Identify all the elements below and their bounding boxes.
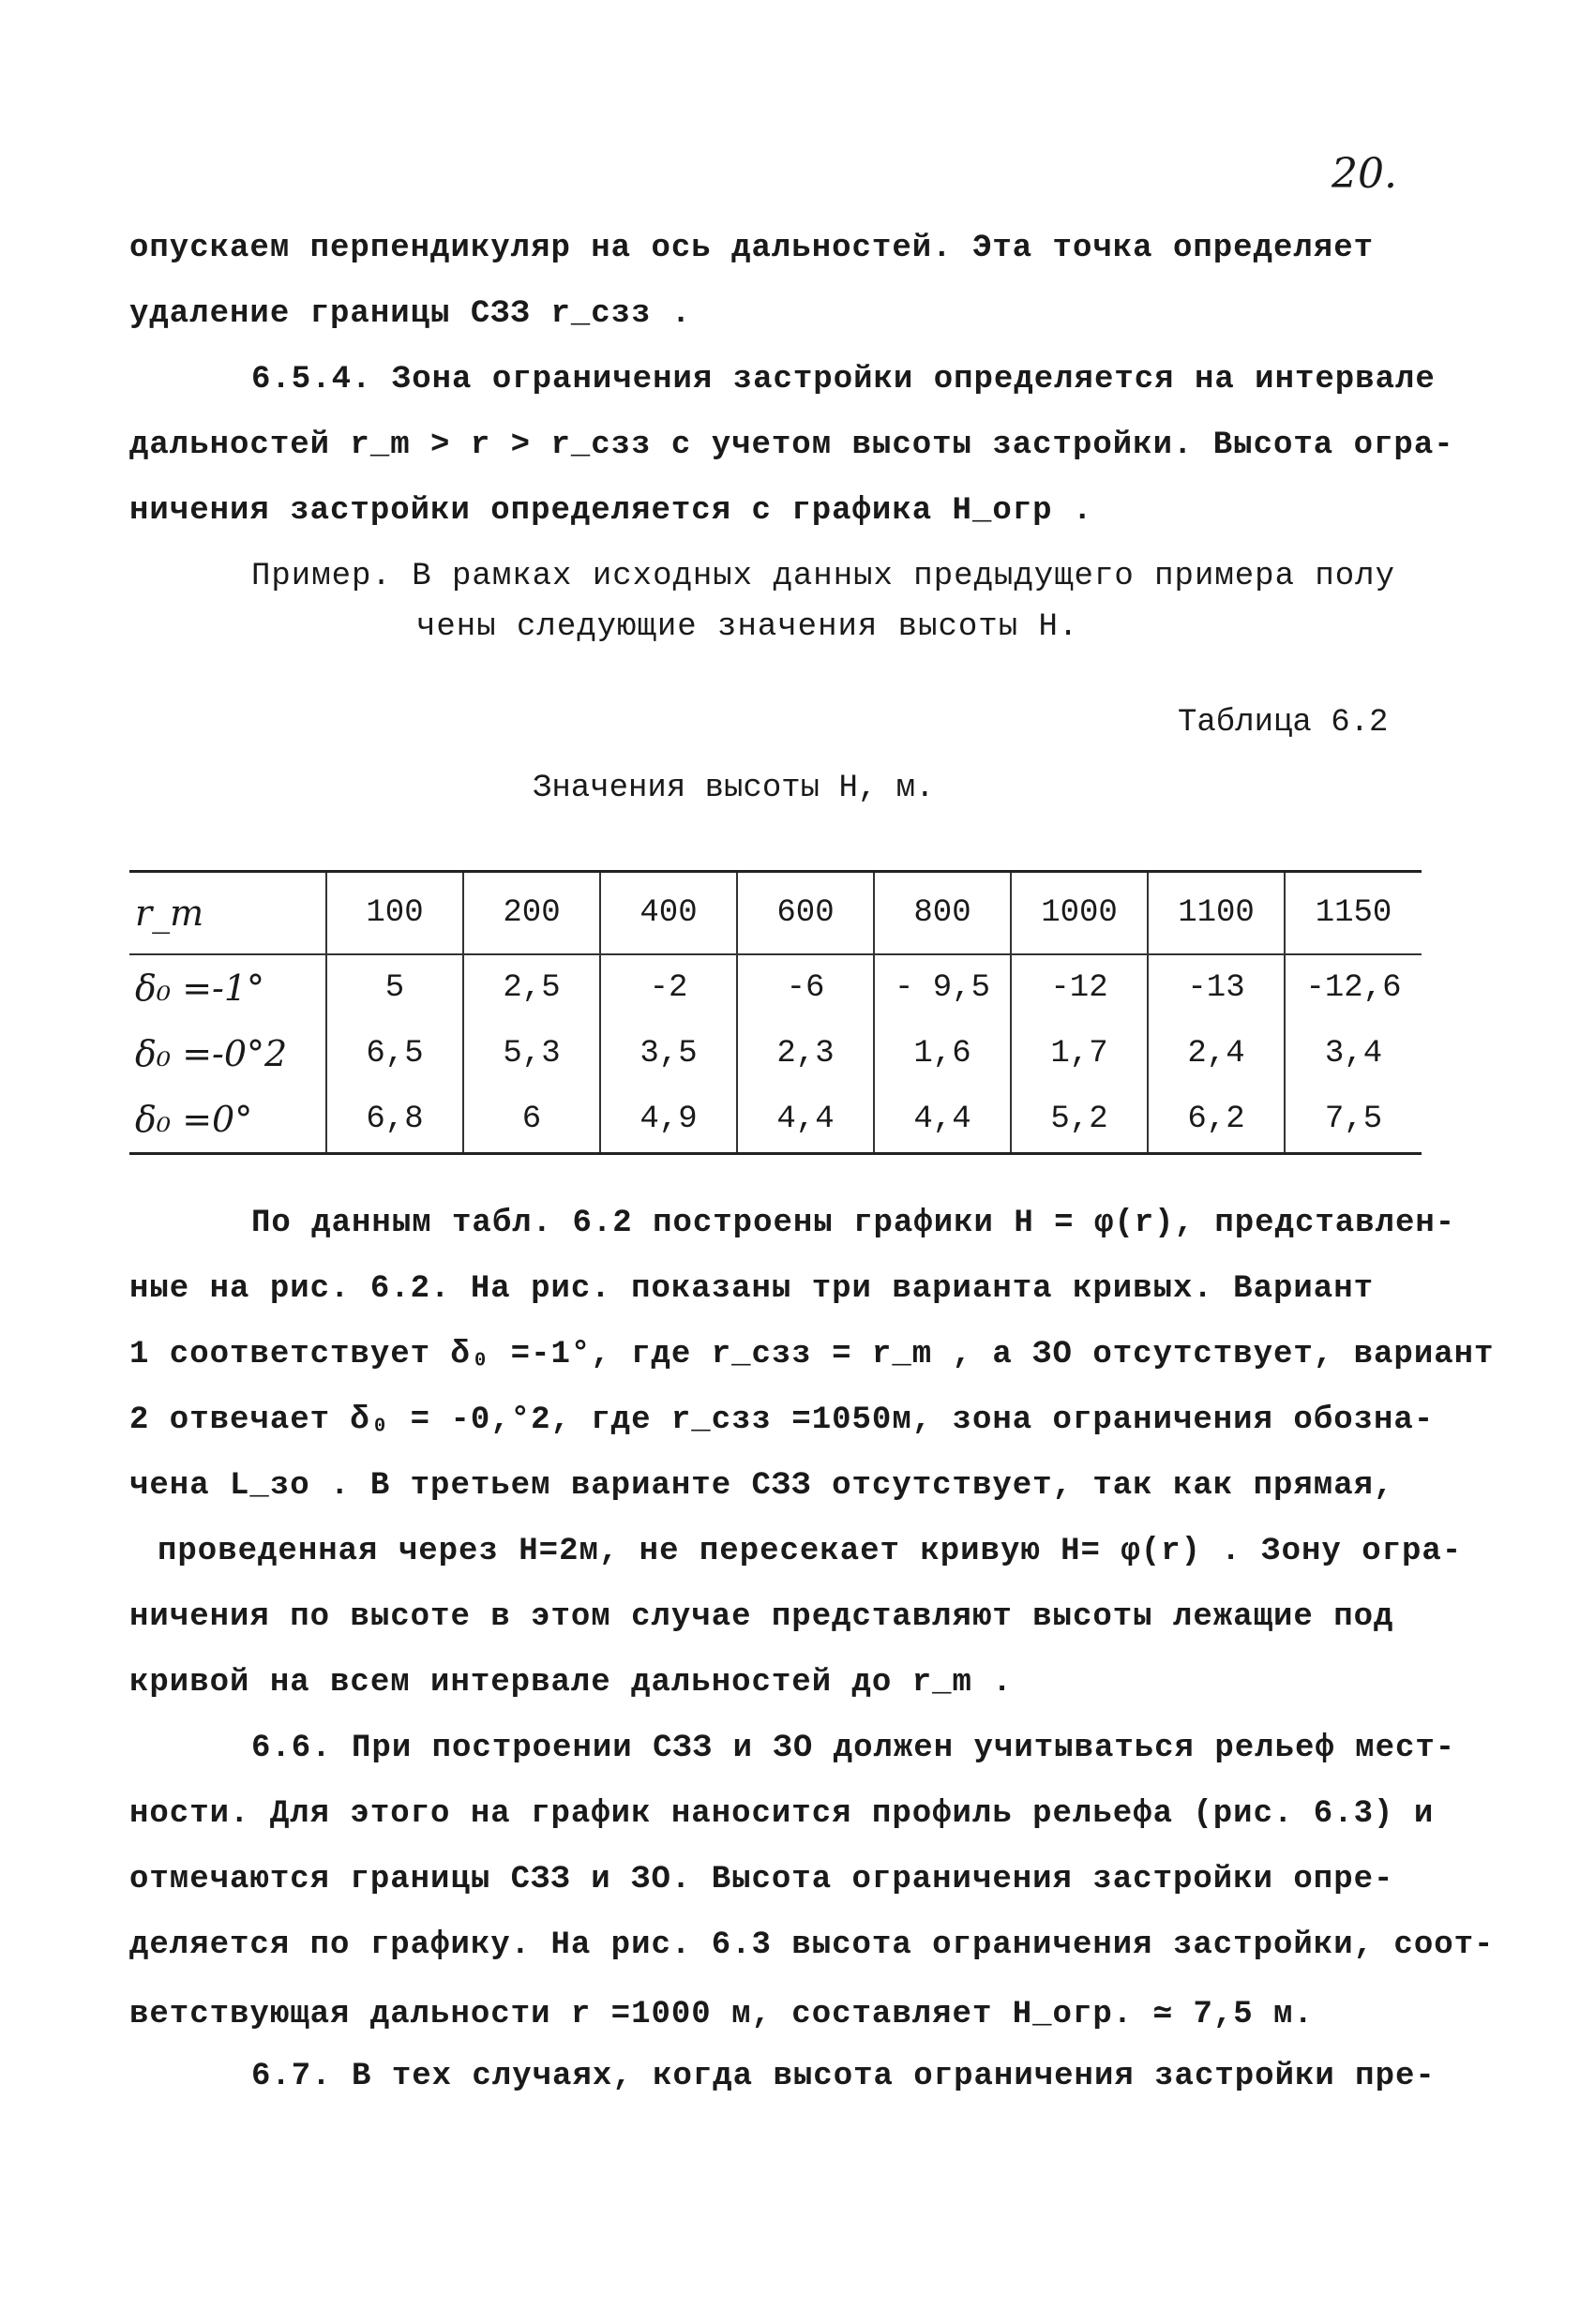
text-line: кривой на всем интервале дальностей до r_m . (129, 1665, 1013, 1701)
header-param: r_m (129, 872, 326, 955)
table-cell: 2,3 (737, 1021, 874, 1087)
text-line: По данным табл. 6.2 построены графики H = φ(r), представлен- (251, 1206, 1456, 1241)
table-cell: 5 (326, 954, 463, 1021)
column-header: 1100 (1148, 872, 1285, 955)
text-line: проведенная через Н=2м, не пересекает кривую Н= φ(r) . Зону огра- (158, 1534, 1463, 1569)
table-cell: 1,6 (874, 1021, 1011, 1087)
text-line: ничения застройки определяется с графика H_огр . (129, 493, 1093, 529)
text-line: деляется по графику. На рис. 6.3 высота ограничения застройки, соот- (129, 1927, 1495, 1963)
table-header-row (129, 872, 1422, 955)
table-cell: 2,4 (1148, 1021, 1285, 1087)
text-line: чена L_зо . В третьем варианте СЗЗ отсутствует, так как прямая, (129, 1468, 1394, 1504)
table-cell: 3,4 (1285, 1021, 1422, 1087)
row-param: δ₀ =0° (135, 1099, 253, 1140)
table-label: Таблица 6.2 (1178, 705, 1389, 741)
table-row (129, 1087, 1422, 1154)
table-cell: 2,5 (463, 954, 600, 1021)
page-number: 20. (1332, 150, 1397, 198)
column-header: 400 (600, 872, 737, 955)
text-line: 6.7. В тех случаях, когда высота ограничения застройки пре- (251, 2059, 1436, 2094)
text-line: 6.5.4. Зона ограничения застройки определяется на интервале (251, 362, 1436, 397)
text-line: ности. Для этого на график наносится профиль рельефа (рис. 6.3) и (129, 1796, 1435, 1832)
text-line: удаление границы СЗЗ r_сзз . (129, 296, 692, 332)
table-cell: 7,5 (1285, 1087, 1422, 1154)
text-line: ветствующая дальности r =1000 м, составляет H_огр. ≃ 7,5 м. (129, 1997, 1314, 2032)
table-cell: -12 (1011, 954, 1148, 1021)
table-cell: -13 (1148, 954, 1285, 1021)
column-header: 100 (326, 872, 463, 955)
row-param: δ₀ =-1° (135, 967, 265, 1009)
table-row (129, 954, 1422, 1021)
table-cell: 1,7 (1011, 1021, 1148, 1087)
text-line: ные на рис. 6.2. На рис. показаны три варианта кривых. Вариант (129, 1271, 1375, 1307)
example-line: чены следующие значения высоты H. (416, 609, 1079, 645)
column-header: 1000 (1011, 872, 1148, 955)
height-table (129, 870, 1422, 1155)
column-header: 800 (874, 872, 1011, 955)
table-cell: 5,2 (1011, 1087, 1148, 1154)
table-cell: 6 (463, 1087, 600, 1154)
text-line: опускаем перпендикуляр на ось дальностей. Эта точка определяет (129, 231, 1375, 266)
table-cell: -6 (737, 954, 874, 1021)
table-cell: -2 (600, 954, 737, 1021)
column-header: 600 (737, 872, 874, 955)
table-cell: 4,4 (737, 1087, 874, 1154)
table-cell: -12,6 (1285, 954, 1422, 1021)
table-cell: 5,3 (463, 1021, 600, 1087)
table-row (129, 1021, 1422, 1087)
table-cell: - 9,5 (874, 954, 1011, 1021)
table-title: Значения высоты H, м. (533, 771, 935, 806)
column-header: 200 (463, 872, 600, 955)
table-cell: 3,5 (600, 1021, 737, 1087)
row-param: δ₀ =-0°2 (135, 1033, 288, 1074)
table-cell: 6,5 (326, 1021, 463, 1087)
text-line: 1 соответствует δ₀ =-1°, где r_сзз = r_m , а ЗО отсутствует, вариант (129, 1337, 1495, 1372)
table-cell: 4,4 (874, 1087, 1011, 1154)
text-line: ничения по высоте в этом случае представляют высоты лежащие под (129, 1599, 1394, 1635)
text-line: дальностей r_m > r > r_сзз с учетом высоты застройки. Высота огра- (129, 427, 1454, 463)
column-header: 1150 (1285, 872, 1422, 955)
text-line: отмечаются границы СЗЗ и ЗО. Высота ограничения застройки опре- (129, 1862, 1394, 1897)
text-line: 6.6. При построении СЗЗ и ЗО должен учитываться рельеф мест- (251, 1731, 1456, 1766)
example-line: Пример. В рамках исходных данных предыдущего примера полу (251, 559, 1395, 594)
table-cell: 6,2 (1148, 1087, 1285, 1154)
table-cell: 4,9 (600, 1087, 737, 1154)
text-line: 2 отвечает δ₀ = -0,°2, где r_сзз =1050м, зона ограничения обозна- (129, 1402, 1435, 1438)
table-cell: 6,8 (326, 1087, 463, 1154)
